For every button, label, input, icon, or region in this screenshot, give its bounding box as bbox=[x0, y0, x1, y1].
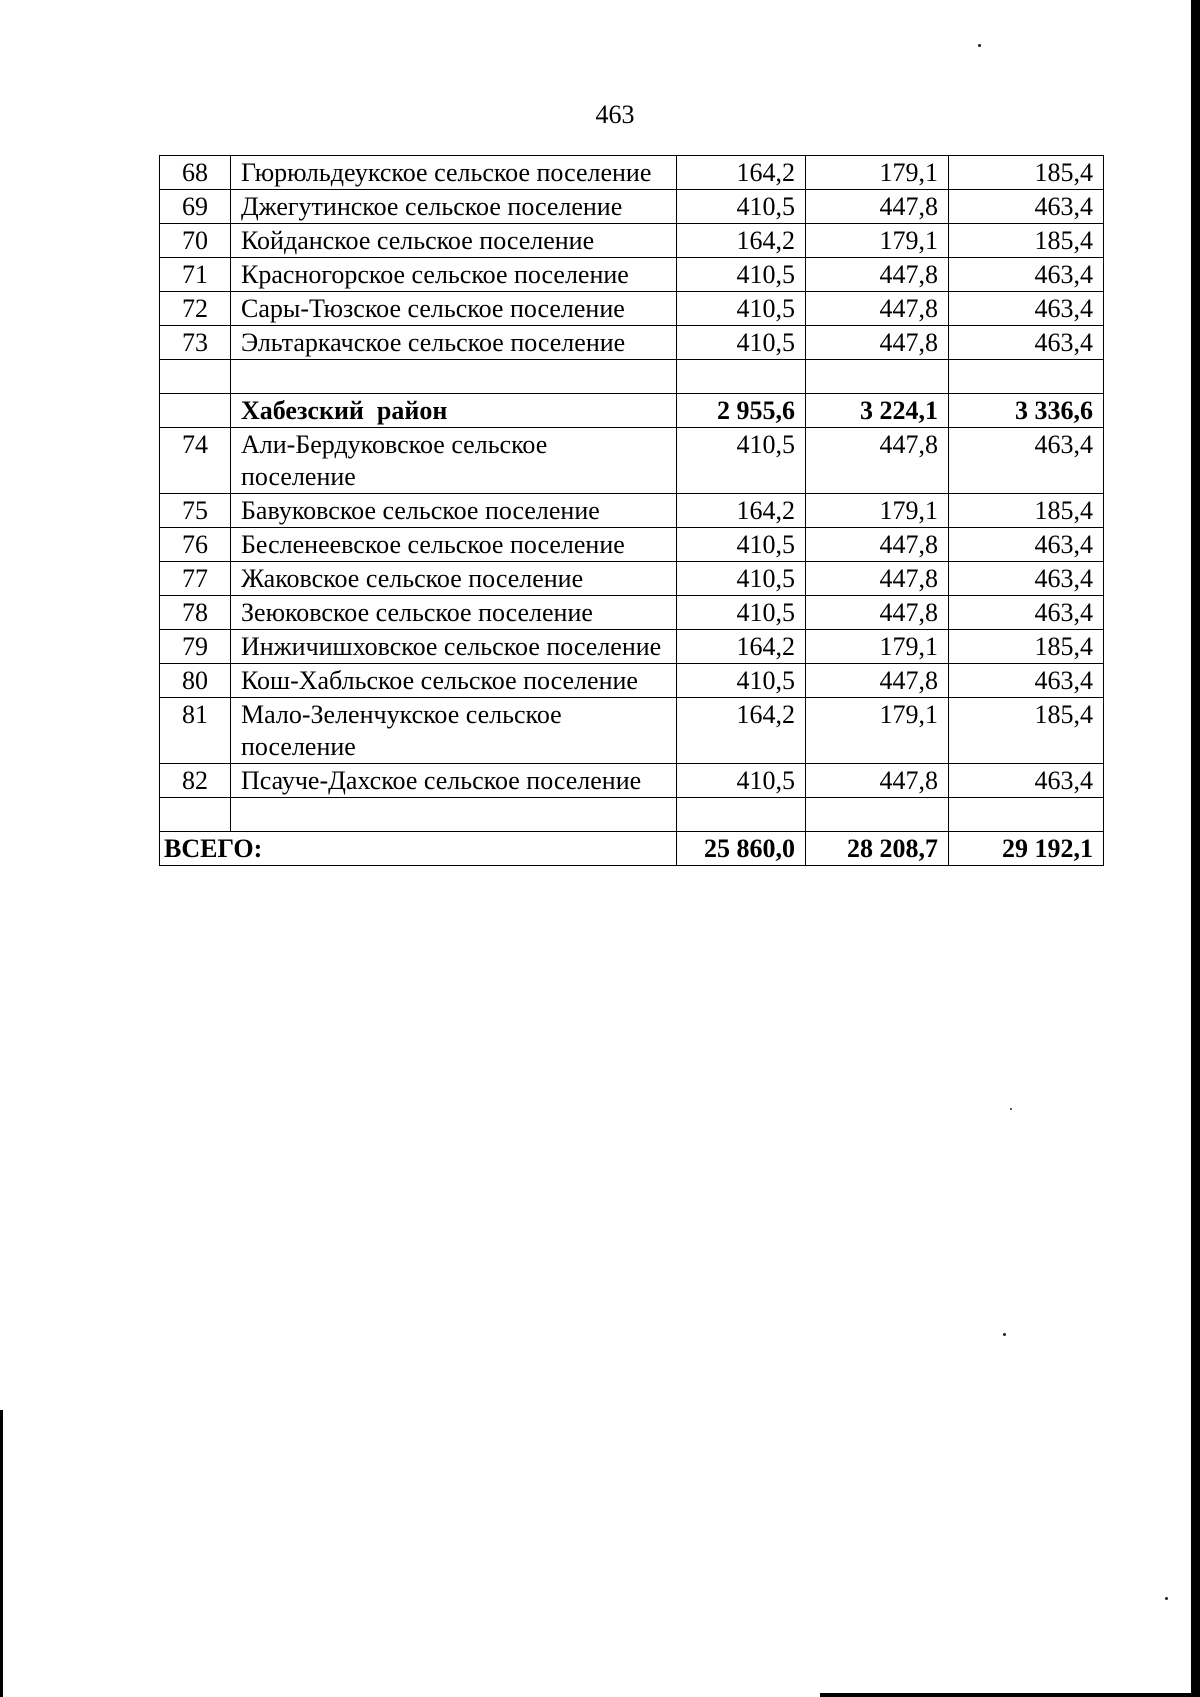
value-2: 447,8 bbox=[806, 326, 949, 360]
row-number: 75 bbox=[160, 494, 231, 528]
table-row bbox=[160, 156, 1104, 190]
table-row bbox=[160, 630, 1104, 664]
value-3: 463,4 bbox=[949, 664, 1104, 698]
value-3: 463,4 bbox=[949, 596, 1104, 630]
row-number: 72 bbox=[160, 292, 231, 326]
value-2: 447,8 bbox=[806, 596, 949, 630]
value-3: 463,4 bbox=[949, 258, 1104, 292]
value-3: 463,4 bbox=[949, 292, 1104, 326]
value-3: 463,4 bbox=[949, 562, 1104, 596]
scan-edge bbox=[820, 1693, 1200, 1697]
value-3: 463,4 bbox=[949, 528, 1104, 562]
value-2: 179,1 bbox=[806, 494, 949, 528]
value-2: 447,8 bbox=[806, 190, 949, 224]
settlement-name: Сары-Тюзское сельское поселение bbox=[231, 292, 677, 326]
settlement-name: Инжичишховское сельское поселение bbox=[231, 630, 677, 664]
value-2: 179,1 bbox=[806, 156, 949, 190]
table-row bbox=[160, 528, 1104, 562]
value-3: 185,4 bbox=[949, 224, 1104, 258]
row-number: 68 bbox=[160, 156, 231, 190]
scan-edge bbox=[1191, 0, 1200, 1697]
settlement-name: Зеюковское сельское поселение bbox=[231, 596, 677, 630]
table-row bbox=[160, 292, 1104, 326]
value-1: 410,5 bbox=[677, 292, 806, 326]
value-1: 164,2 bbox=[677, 494, 806, 528]
value-2: 179,1 bbox=[806, 630, 949, 664]
table-section-total bbox=[160, 798, 1104, 866]
settlement-name: Бавуковское сельское поселение bbox=[231, 494, 677, 528]
table-row bbox=[160, 428, 1104, 494]
row-number: 76 bbox=[160, 528, 231, 562]
table-row bbox=[160, 596, 1104, 630]
district-value-3: 3 336,6 bbox=[949, 394, 1104, 428]
value-1: 164,2 bbox=[677, 156, 806, 190]
row-number: 78 bbox=[160, 596, 231, 630]
table-row-spacer bbox=[160, 798, 1104, 832]
settlement-name: Мало-Зеленчукское сельское поселение bbox=[231, 698, 677, 764]
value-2: 447,8 bbox=[806, 528, 949, 562]
row-number: 79 bbox=[160, 630, 231, 664]
value-1: 410,5 bbox=[677, 664, 806, 698]
value-2: 179,1 bbox=[806, 224, 949, 258]
value-1: 410,5 bbox=[677, 190, 806, 224]
table-row bbox=[160, 224, 1104, 258]
settlement-name: Жаковское сельское поселение bbox=[231, 562, 677, 596]
total-value-3: 29 192,1 bbox=[949, 832, 1104, 866]
table-row bbox=[160, 764, 1104, 798]
table-row bbox=[160, 698, 1104, 764]
row-number: 74 bbox=[160, 428, 231, 494]
table-row bbox=[160, 562, 1104, 596]
table-row bbox=[160, 326, 1104, 360]
settlement-name: Гюрюльдеукское сельское поселение bbox=[231, 156, 677, 190]
value-2: 447,8 bbox=[806, 562, 949, 596]
district-value-1: 2 955,6 bbox=[677, 394, 806, 428]
row-number: 70 bbox=[160, 224, 231, 258]
value-3: 463,4 bbox=[949, 190, 1104, 224]
settlement-name: Псауче-Дахское сельское поселение bbox=[231, 764, 677, 798]
scan-edge bbox=[0, 1410, 3, 1697]
row-number: 71 bbox=[160, 258, 231, 292]
district-value-2: 3 224,1 bbox=[806, 394, 949, 428]
settlement-name: Кош-Хабльское сельское поселение bbox=[231, 664, 677, 698]
table-section-top bbox=[160, 156, 1104, 360]
value-1: 410,5 bbox=[677, 258, 806, 292]
value-3: 185,4 bbox=[949, 698, 1104, 764]
settlement-name: Бесленеевское сельское поселение bbox=[231, 528, 677, 562]
total-label: ВСЕГО: bbox=[160, 832, 677, 866]
value-1: 410,5 bbox=[677, 428, 806, 494]
table-row-spacer bbox=[160, 360, 1104, 394]
value-1: 410,5 bbox=[677, 596, 806, 630]
scan-speck bbox=[1010, 1108, 1012, 1110]
settlement-name: Джегутинское сельское поселение bbox=[231, 190, 677, 224]
row-number: 80 bbox=[160, 664, 231, 698]
total-value-2: 28 208,7 bbox=[806, 832, 949, 866]
page-number: 463 bbox=[595, 100, 635, 129]
value-1: 164,2 bbox=[677, 630, 806, 664]
value-3: 185,4 bbox=[949, 630, 1104, 664]
table-row bbox=[160, 494, 1104, 528]
value-3: 463,4 bbox=[949, 764, 1104, 798]
value-2: 447,8 bbox=[806, 258, 949, 292]
value-2: 447,8 bbox=[806, 292, 949, 326]
total-value-1: 25 860,0 bbox=[677, 832, 806, 866]
total-row bbox=[160, 832, 1104, 866]
table-row bbox=[160, 258, 1104, 292]
settlement-name: Эльтаркачское сельское поселение bbox=[231, 326, 677, 360]
scan-speck bbox=[1003, 1333, 1006, 1336]
settlement-name: Красногорское сельское поселение bbox=[231, 258, 677, 292]
value-1: 410,5 bbox=[677, 528, 806, 562]
value-1: 410,5 bbox=[677, 562, 806, 596]
table-section-district bbox=[160, 360, 1104, 428]
value-3: 185,4 bbox=[949, 494, 1104, 528]
row-number: 77 bbox=[160, 562, 231, 596]
row-number: 73 bbox=[160, 326, 231, 360]
value-3: 463,4 bbox=[949, 326, 1104, 360]
district-name: Хабезский район bbox=[231, 394, 677, 428]
value-2: 447,8 bbox=[806, 764, 949, 798]
value-1: 164,2 bbox=[677, 224, 806, 258]
value-3: 463,4 bbox=[949, 428, 1104, 494]
value-2: 447,8 bbox=[806, 428, 949, 494]
row-number: 81 bbox=[160, 698, 231, 764]
value-1: 410,5 bbox=[677, 764, 806, 798]
value-3: 185,4 bbox=[949, 156, 1104, 190]
scan-speck bbox=[978, 44, 981, 47]
row-number: 82 bbox=[160, 764, 231, 798]
table-row bbox=[160, 190, 1104, 224]
settlement-name: Али-Бердуковское сельское поселение bbox=[231, 428, 677, 494]
settlement-name: Койданское сельское поселение bbox=[231, 224, 677, 258]
row-number: 69 bbox=[160, 190, 231, 224]
settlement-table bbox=[159, 155, 1104, 866]
district-row bbox=[160, 394, 1104, 428]
value-2: 447,8 bbox=[806, 664, 949, 698]
value-2: 179,1 bbox=[806, 698, 949, 764]
table-row bbox=[160, 664, 1104, 698]
value-1: 164,2 bbox=[677, 698, 806, 764]
value-1: 410,5 bbox=[677, 326, 806, 360]
table-section-bottom bbox=[160, 428, 1104, 798]
scan-speck bbox=[1165, 1597, 1168, 1600]
